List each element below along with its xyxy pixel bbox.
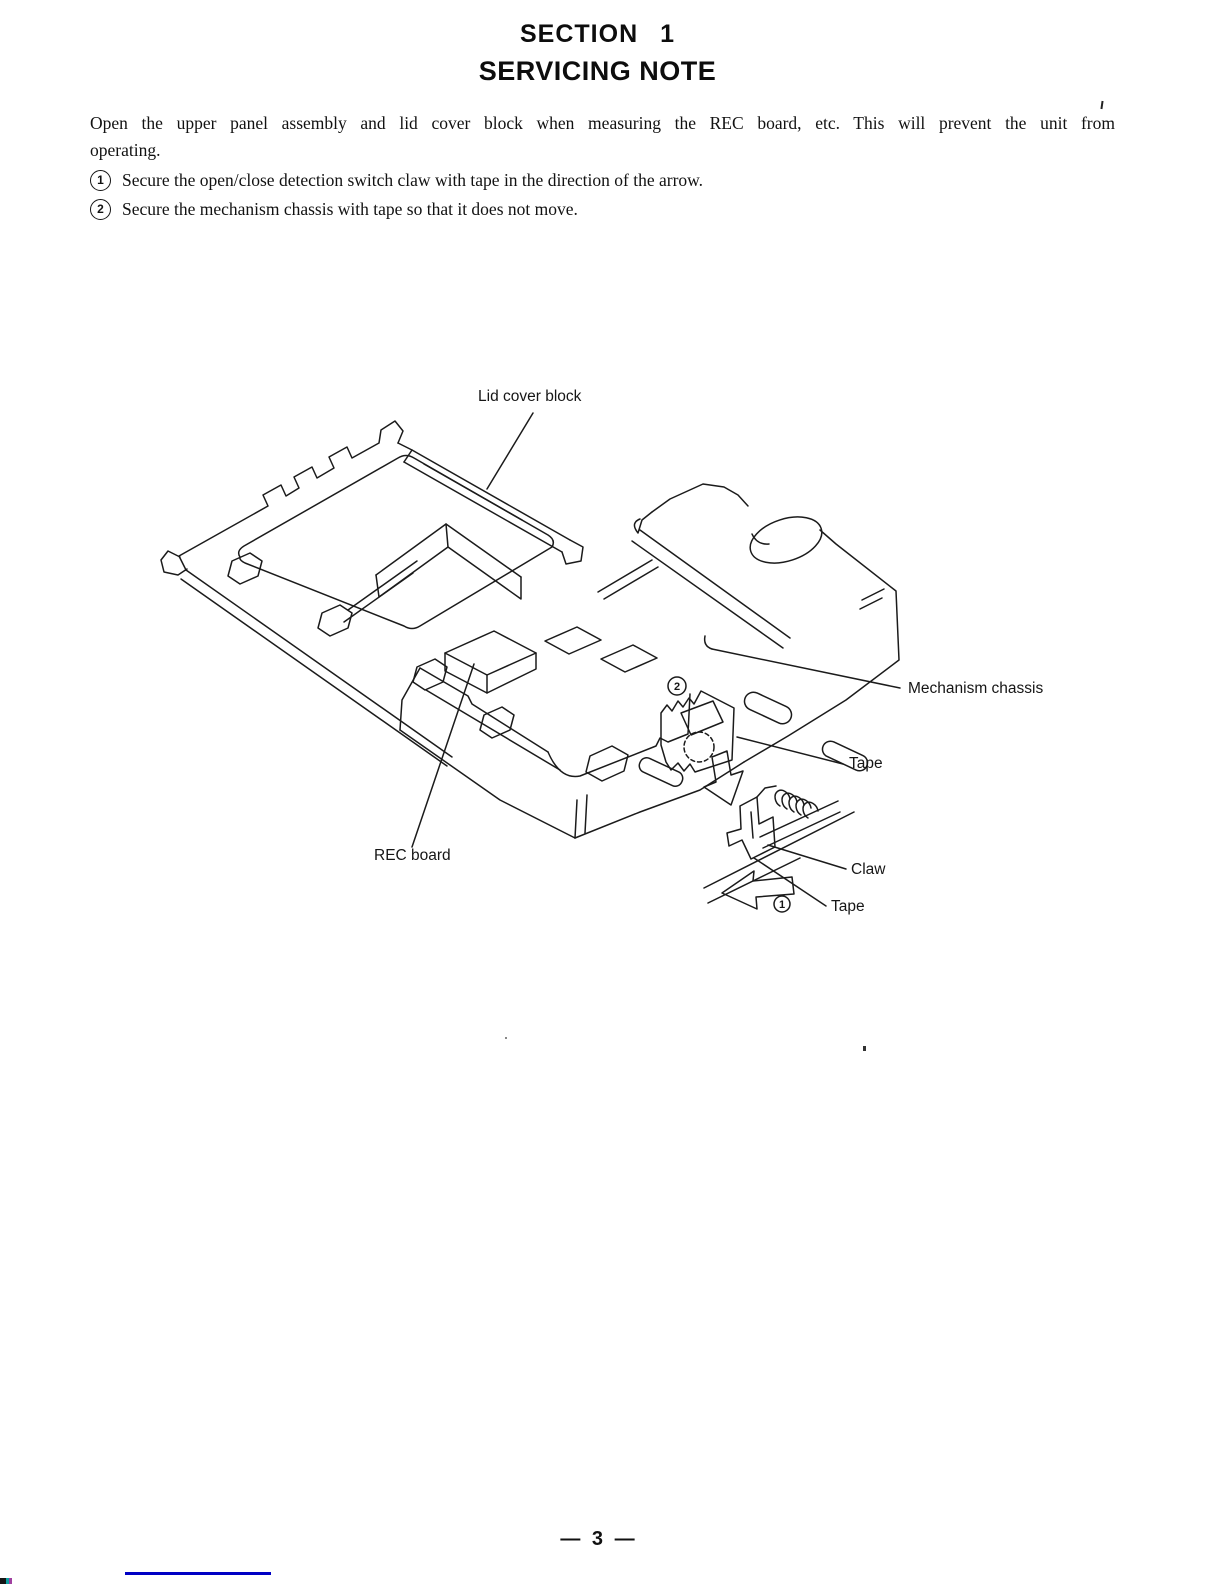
leader-lines xyxy=(412,413,900,906)
label-lid-cover-block: Lid cover block xyxy=(478,388,582,405)
callout-1: 1 xyxy=(778,899,786,911)
scan-speck xyxy=(505,1037,507,1039)
label-tape-upper: Tape xyxy=(849,755,883,772)
label-rec-board: REC board xyxy=(374,847,451,864)
circled-number-1: 1 xyxy=(90,170,111,191)
step-text-1: Secure the open/close detection switch claw with tape in the direction of the arrow. xyxy=(122,170,704,190)
page-number: — 3 — xyxy=(560,1528,635,1550)
label-mechanism-chassis: Mechanism chassis xyxy=(908,680,1044,697)
intro-line-1: Open the upper panel assembly and lid cover block when measuring the REC board, etc. This will prevent the unit from xyxy=(90,113,1115,133)
tape-patch xyxy=(661,677,734,772)
lid-panel xyxy=(161,421,628,781)
label-tape-lower: Tape xyxy=(831,898,865,915)
section-heading: SECTION 1 xyxy=(520,20,675,48)
page-title: SERVICING NOTE xyxy=(478,56,717,86)
circled-number-2: 2 xyxy=(90,199,111,220)
front-chassis xyxy=(400,627,870,838)
intro-line-2: operating. xyxy=(90,140,161,160)
down-arrow xyxy=(704,751,743,805)
callout-2: 2 xyxy=(673,681,681,693)
diagram-labels xyxy=(374,388,1043,915)
scan-speck xyxy=(863,1046,866,1051)
footer-underline xyxy=(125,1572,271,1575)
label-claw: Claw xyxy=(851,861,886,878)
step-text-2: Secure the mechanism chassis with tape so that it does not move. xyxy=(122,199,578,219)
scan-corner-artifact xyxy=(0,1578,16,1585)
main-body xyxy=(598,484,899,762)
